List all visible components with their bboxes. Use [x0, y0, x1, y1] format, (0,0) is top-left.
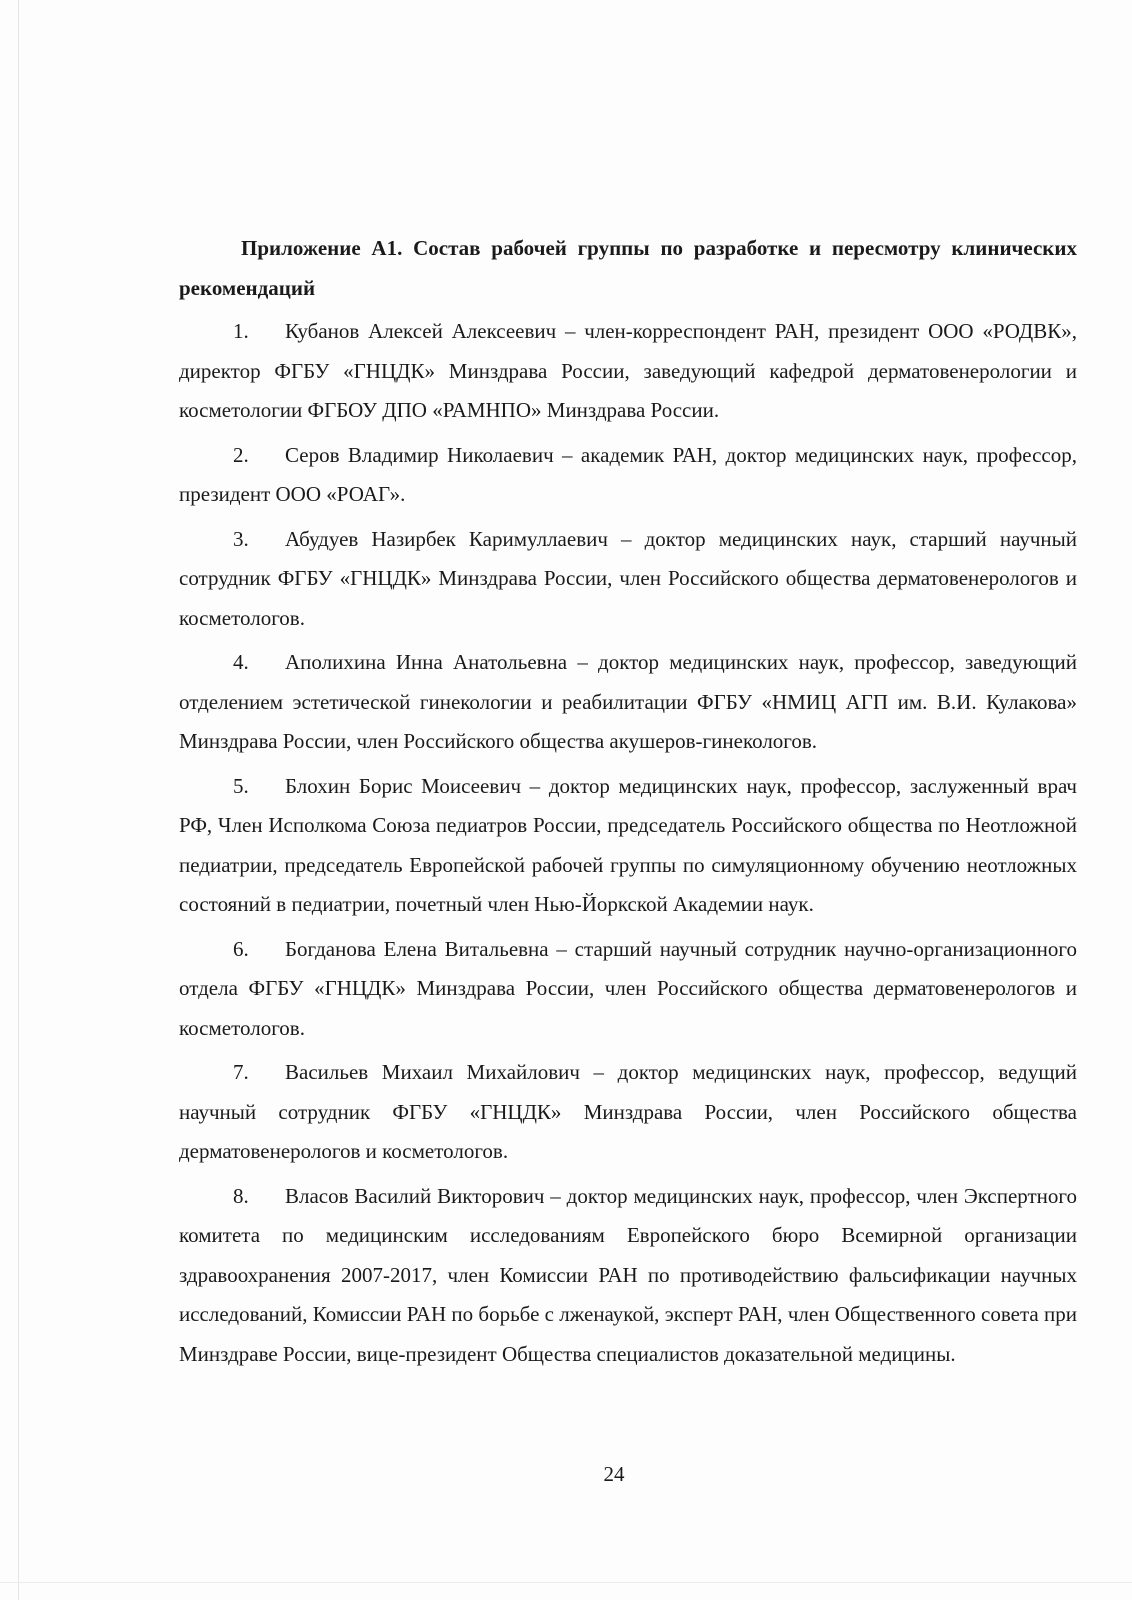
scan-edge-left — [18, 0, 19, 1600]
list-item-3 — [179, 520, 1077, 639]
page-content — [179, 228, 1077, 1379]
scan-edge-bottom — [0, 1582, 1132, 1583]
item-text: Кубанов Алексей Алексеевич – член-корреспондент РАН, президент ООО «РОДВК», директор ФГБУ «ГНЦДК» Минздрава России, заведующий кафедрой дерматовенерологии и косметологии ФГБОУ ДПО «РАМНПО» Минздрава России. — [179, 319, 1077, 422]
item-text: Аполихина Инна Анатольевна – доктор медицинских наук, профессор, заведующий отделением эстетической гинекологии и реабилитации ФГБУ «НМИЦ АГП им. В.И. Кулакова» Минздрава России, член Российского общества акушеров-гинекологов. — [179, 650, 1077, 753]
item-number: 5. — [233, 773, 249, 798]
list-item-6 — [179, 930, 1077, 1049]
item-number: 6. — [233, 936, 249, 961]
list-item-4 — [179, 643, 1077, 762]
item-text: Богданова Елена Витальевна – старший научный сотрудник научно-организационного отдела ФГБУ «ГНЦДК» Минздрава России, член Российского общества дерматовенерологов и косметологов. — [179, 936, 1077, 1040]
item-text: Блохин Борис Моисеевич – доктор медицинских наук, профессор, заслуженный врач РФ, Член Исполкома Союза педиатров России, председатель Российского общества по Неотложной педиатрии, председатель Европейской рабочей группы по симуляционному обучению неотложных состояний в педиатрии, почетный член Нью-Йоркской Академии наук. — [179, 773, 1077, 916]
list-item-8 — [179, 1177, 1077, 1375]
item-number: 3. — [233, 526, 249, 551]
list-item-2 — [179, 436, 1077, 515]
item-text: Абудуев Назирбек Каримуллаевич – доктор медицинских наук, старший научный сотрудник ФГБУ «ГНЦДК» Минздрава России, член Российского общества дерматовенерологов и косметологов. — [179, 526, 1077, 630]
item-number: 8. — [233, 1183, 249, 1208]
item-text: Васильев Михаил Михайлович – доктор медицинских наук, профессор, ведущий научный сотрудник ФГБУ «ГНЦДК» Минздрава России, член Российского общества дерматовенерологов и косметологов. — [179, 1060, 1077, 1163]
item-text: Серов Владимир Николаевич – академик РАН, доктор медицинских наук, профессор, президент ООО «РОАГ». — [179, 442, 1077, 506]
item-number: 1. — [233, 319, 249, 343]
item-number: 7. — [233, 1060, 249, 1084]
list-item-7 — [179, 1053, 1077, 1172]
section-heading: Приложение А1. Состав рабочей группы по разработке и пересмотру клинических рекомендаций — [179, 236, 1077, 300]
list-item-5 — [179, 767, 1077, 925]
item-text: Власов Василий Викторович – доктор медицинских наук, профессор, член Экспертного комитета по медицинским исследованиям Европейского бюро Всемирной организации здравоохранения 2007-2017, член Комиссии РАН по противодействию фальсификации научных исследований, Комиссии РАН по борьбе с лженаукой, эксперт РАН, член Общественного совета при Минздраве России, вице-президент Общества специалистов доказательной медицины. — [179, 1183, 1077, 1366]
page-number: 24 — [603, 1462, 625, 1486]
list-item-1 — [179, 312, 1077, 431]
item-number: 2. — [233, 442, 249, 467]
item-number: 4. — [233, 650, 249, 674]
